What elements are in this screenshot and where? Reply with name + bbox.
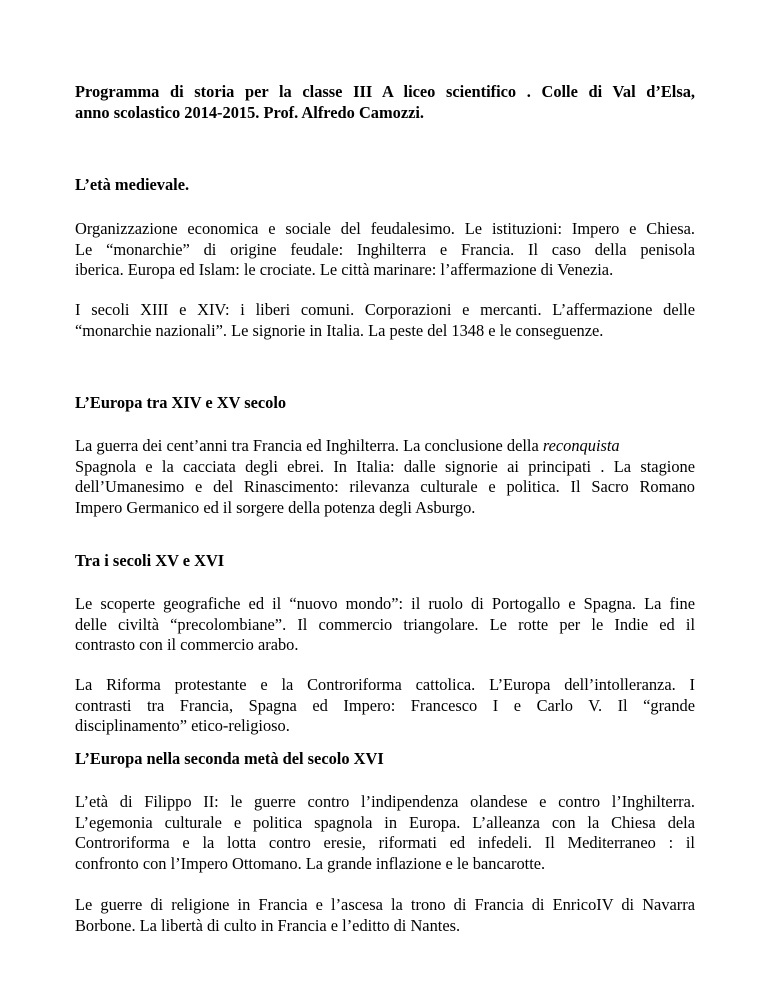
paragraph-line: La Riforma protestante e la Controriforma cattolica. L’Europa dell’intolleranza. I [75, 675, 695, 694]
italic-term: reconquista [542, 436, 620, 455]
title-line: anno scolastico 2014-2015. Prof. Alfredo Camozzi. [75, 102, 425, 122]
section-heading: L’età medievale. [75, 175, 190, 194]
paragraph-line: Le scoperte geografiche ed il “nuovo mondo”: il ruolo di Portogallo e Spagna. La fine [75, 594, 695, 613]
paragraph-line: I secoli XIII e XIV: i liberi comuni. Corporazioni e mercanti. L’affermazione delle [75, 300, 695, 319]
section-heading: L’Europa nella seconda metà del secolo XVI [75, 749, 384, 768]
paragraph-line: Le guerre di religione in Francia e l’ascesa la trono di Francia di EnricoIV di Navarra [75, 895, 695, 914]
paragraph-line: Spagnola e la cacciata degli ebrei. In Italia: dalle signorie ai principati . La stagione [75, 456, 695, 476]
paragraph-line [75, 436, 695, 457]
paragraph-line: Controriforma e la lotta contro eresie, riformati ed infedeli. Il Mediterraneo : il [75, 833, 695, 853]
paragraph-line: L’età di Filippo II: le guerre contro l’indipendenza olandese e contro l’Inghilterra. [75, 792, 695, 811]
paragraph-line: iberica. Europa ed Islam: le crociate. Le città marinare: l’affermazione di Venezia. [75, 260, 614, 280]
title-line: Programma di storia per la classe III A liceo scientifico . Colle di Val d’Elsa, [75, 82, 695, 101]
paragraph [75, 895, 695, 936]
paragraph-line: Le “monarchie” di origine feudale: Inghilterra e Francia. Il caso della penisola [75, 239, 695, 259]
document-title [75, 82, 695, 123]
paragraph-line: “monarchie nazionali”. Le signorie in Italia. La peste del 1348 e le conseguenze. [75, 320, 604, 340]
paragraph [75, 792, 695, 874]
paragraph-line: Borbone. La libertà di culto in Francia e l’editto di Nantes. [75, 915, 461, 935]
paragraph-text: La guerra dei cent’anni tra Francia ed Inghilterra. La conclusione della [75, 436, 539, 455]
paragraph-line: contrasto con il commercio arabo. [75, 635, 299, 655]
paragraph [75, 219, 695, 281]
paragraph-line: L’egemonia culturale e politica spagnola in Europa. L’alleanza con la Chiesa dela [75, 812, 695, 832]
paragraph-line: Impero Germanico ed il sorgere della potenza degli Asburgo. [75, 497, 476, 517]
paragraph-line: disciplinamento” etico-religioso. [75, 716, 290, 736]
paragraph-line: dell’Umanesimo e del Rinascimento: rilevanza culturale e politica. Il Sacro Romano [75, 477, 695, 497]
section-heading: Tra i secoli XV e XVI [75, 551, 225, 570]
paragraph [75, 594, 695, 656]
paragraph-line: contrasti tra Francia, Spagna ed Impero: Francesco I e Carlo V. Il “grande [75, 695, 695, 715]
section-heading: L’Europa tra XIV e XV secolo [75, 393, 287, 412]
paragraph-line: delle civiltà “precolombiane”. Il commercio triangolare. Le rotte per le Indie ed il [75, 614, 695, 634]
paragraph-line: Organizzazione economica e sociale del feudalesimo. Le istituzioni: Impero e Chiesa. [75, 219, 695, 238]
paragraph-line: confronto con l’Impero Ottomano. La grande inflazione e le bancarotte. [75, 853, 546, 873]
paragraph [75, 300, 695, 341]
paragraph [75, 436, 695, 518]
paragraph [75, 675, 695, 737]
